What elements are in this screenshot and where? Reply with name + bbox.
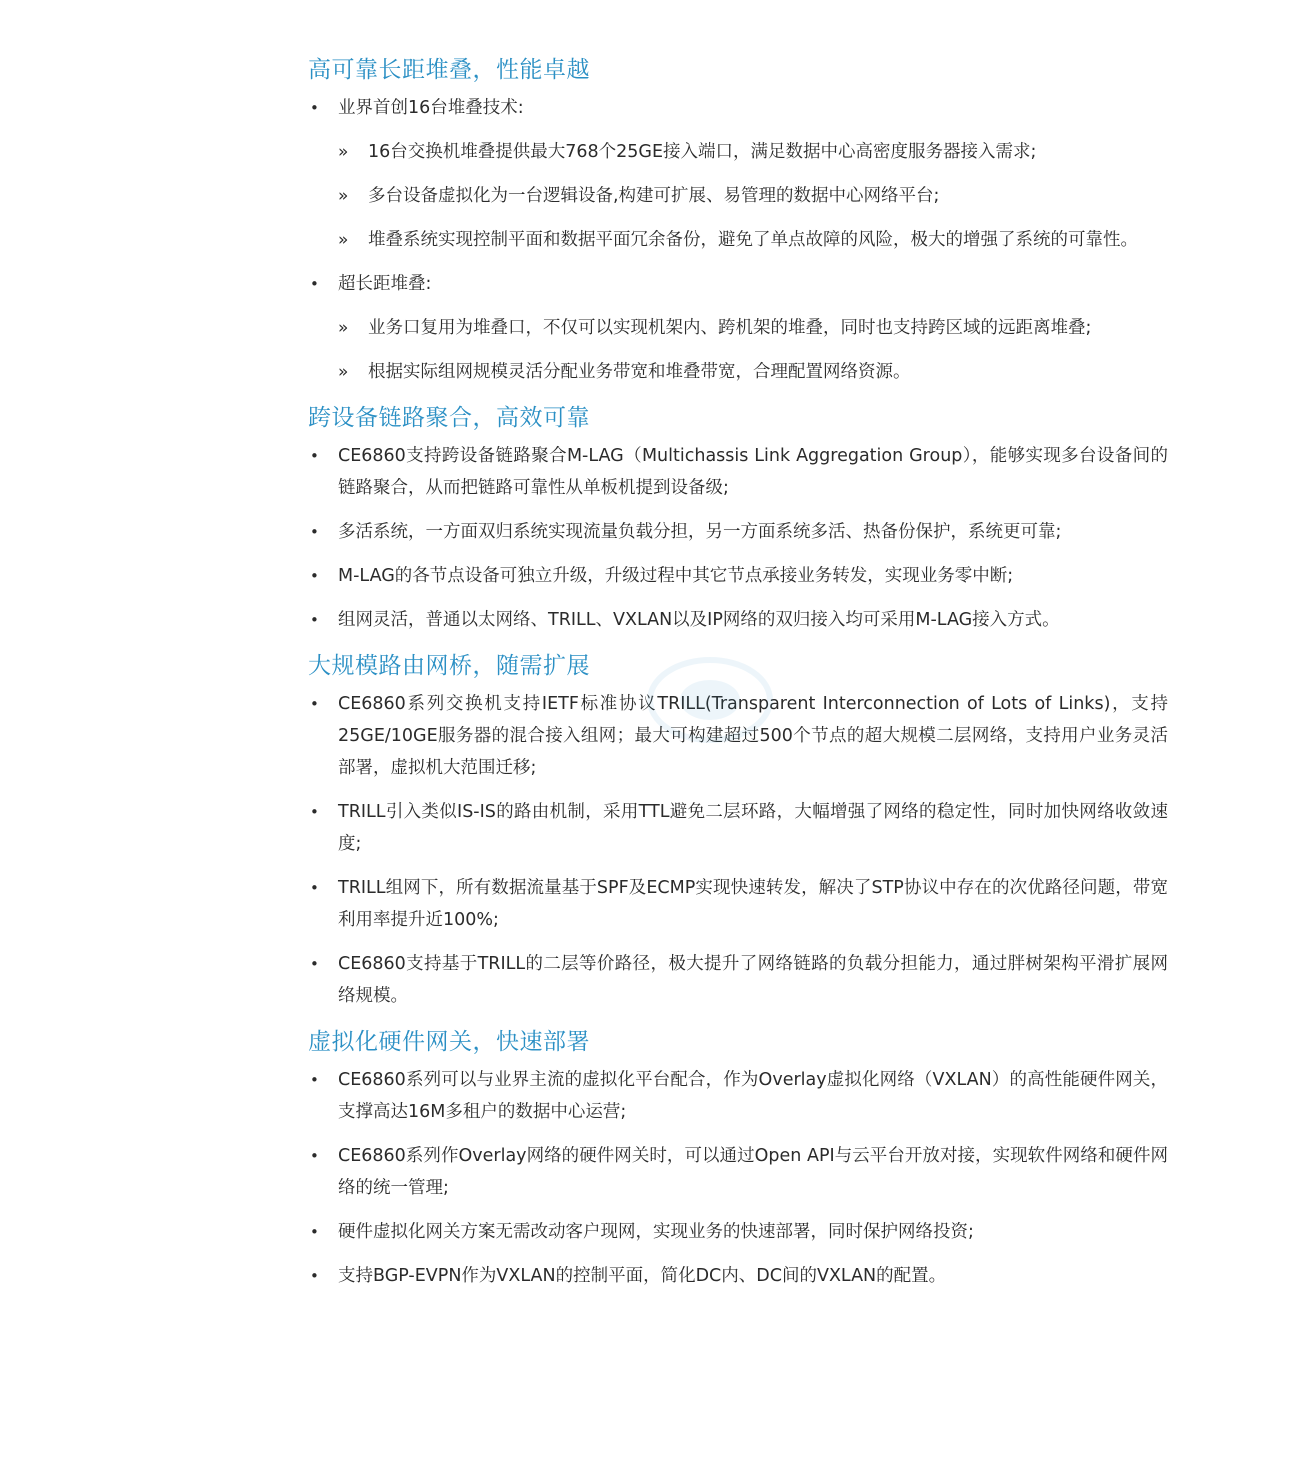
- bullet-text: CE6860支持跨设备链路聚合M-LAG（Multichassis Link Aggregation Group），能够实现多台设备间的链路聚合，从而把链路可靠性从单板机提到设备级;: [338, 446, 1168, 498]
- section: [308, 52, 1168, 388]
- bullet-item: [308, 872, 1168, 936]
- section-heading: 跨设备链路聚合，高效可靠: [308, 405, 590, 431]
- bullet-text: TRILL组网下，所有数据流量基于SPF及ECMP实现快速转发，解决了STP协议中存在的次优路径问题，带宽利用率提升近100%;: [338, 878, 1168, 930]
- bullet-marker-icon: •: [310, 1267, 319, 1285]
- bullet-text: 多活系统，一方面双归系统实现流量负载分担，另一方面系统多活、热备份保护，系统更可靠;: [338, 522, 1062, 542]
- sub-marker-icon: »: [338, 362, 349, 382]
- bullet-list: [308, 92, 1168, 388]
- section: [308, 1024, 1168, 1292]
- bullet-item: [308, 604, 1168, 636]
- bullet-text: CE6860系列交换机支持IETF标准协议TRILL(Transparent Interconnection of Lots of Links)，支持25GE/10GE服务器的混合接入组网；最大可构建超过500个节点的超大规模二层网络，支持用户业务灵活部署，虚拟机大范围迁移;: [338, 694, 1168, 778]
- bullet-marker-icon: •: [310, 1071, 319, 1089]
- bullet-item: [308, 1064, 1168, 1128]
- sub-marker-icon: »: [338, 230, 349, 250]
- bullet-text: 超长距堆叠:: [338, 274, 432, 294]
- bullet-marker-icon: •: [310, 803, 319, 821]
- sub-item: [338, 224, 1168, 256]
- bullet-item: [308, 1216, 1168, 1248]
- sub-item-text: 堆叠系统实现控制平面和数据平面冗余备份，避免了单点故障的风险，极大的增强了系统的可靠性。: [368, 230, 1138, 250]
- section-heading: 虚拟化硬件网关，快速部署: [308, 1029, 590, 1055]
- sub-item-text: 多台设备虚拟化为一台逻辑设备,构建可扩展、易管理的数据中心网络平台;: [368, 186, 940, 206]
- bullet-item: [308, 516, 1168, 548]
- sub-item: [338, 312, 1168, 344]
- bullet-text: CE6860系列作Overlay网络的硬件网关时，可以通过Open API与云平台开放对接，实现软件网络和硬件网络的统一管理;: [338, 1146, 1168, 1198]
- bullet-item: [308, 948, 1168, 1012]
- sub-item: [338, 180, 1168, 212]
- bullet-marker-icon: •: [310, 611, 319, 629]
- bullet-list: [308, 688, 1168, 1012]
- bullet-text: CE6860系列可以与业界主流的虚拟化平台配合，作为Overlay虚拟化网络（VXLAN）的高性能硬件网关，支撑高达16M多租户的数据中心运营;: [338, 1070, 1168, 1122]
- sub-item-text: 根据实际组网规模灵活分配业务带宽和堆叠带宽，合理配置网络资源。: [368, 362, 911, 382]
- bullet-marker-icon: •: [310, 523, 319, 541]
- bullet-item: [308, 688, 1168, 784]
- bullet-item: [308, 1260, 1168, 1292]
- bullet-text: 组网灵活，普通以太网络、TRILL、VXLAN以及IP网络的双归接入均可采用M-LAG接入方式。: [338, 610, 1060, 630]
- section: [308, 400, 1168, 636]
- bullet-text: M-LAG的各节点设备可独立升级，升级过程中其它节点承接业务转发，实现业务零中断;: [338, 566, 1014, 586]
- bullet-marker-icon: •: [310, 275, 319, 293]
- sub-item-text: 16台交换机堆叠提供最大768个25GE接入端口，满足数据中心高密度服务器接入需求;: [368, 142, 1037, 162]
- bullet-text: TRILL引入类似IS-IS的路由机制，采用TTL避免二层环路，大幅增强了网络的稳定性，同时加快网络收敛速度;: [338, 802, 1168, 854]
- sub-marker-icon: »: [338, 186, 349, 206]
- bullet-item: [308, 560, 1168, 592]
- bullet-text: 支持BGP-EVPN作为VXLAN的控制平面，简化DC内、DC间的VXLAN的配置。: [338, 1266, 947, 1286]
- section: [308, 648, 1168, 1012]
- sub-list: [338, 312, 1168, 388]
- sub-item: [338, 136, 1168, 168]
- bullet-item: [308, 1140, 1168, 1204]
- bullet-marker-icon: •: [310, 99, 319, 117]
- bullet-marker-icon: •: [310, 447, 319, 465]
- bullet-marker-icon: •: [310, 567, 319, 585]
- bullet-item: [308, 796, 1168, 860]
- bullet-list: [308, 440, 1168, 636]
- bullet-text: 硬件虚拟化网关方案无需改动客户现网，实现业务的快速部署，同时保护网络投资;: [338, 1222, 974, 1242]
- bullet-text: 业界首创16台堆叠技术:: [338, 98, 524, 118]
- sub-item-text: 业务口复用为堆叠口，不仅可以实现机架内、跨机架的堆叠，同时也支持跨区域的远距离堆叠;: [368, 318, 1092, 338]
- bullet-item: [308, 92, 1168, 256]
- bullet-marker-icon: •: [310, 955, 319, 973]
- bullet-item: [308, 440, 1168, 504]
- bullet-marker-icon: •: [310, 1223, 319, 1241]
- section-heading: 大规模路由网桥，随需扩展: [308, 653, 590, 679]
- bullet-marker-icon: •: [310, 879, 319, 897]
- sub-item: [338, 356, 1168, 388]
- document-page: [308, 52, 1168, 1304]
- bullet-item: [308, 268, 1168, 388]
- sub-marker-icon: »: [338, 142, 349, 162]
- bullet-marker-icon: •: [310, 695, 319, 713]
- bullet-list: [308, 1064, 1168, 1292]
- bullet-text: CE6860支持基于TRILL的二层等价路径，极大提升了网络链路的负载分担能力，通过胖树架构平滑扩展网络规模。: [338, 954, 1168, 1006]
- bullet-marker-icon: •: [310, 1147, 319, 1165]
- section-heading: 高可靠长距堆叠，性能卓越: [308, 57, 590, 83]
- sub-marker-icon: »: [338, 318, 349, 338]
- sub-list: [338, 136, 1168, 256]
